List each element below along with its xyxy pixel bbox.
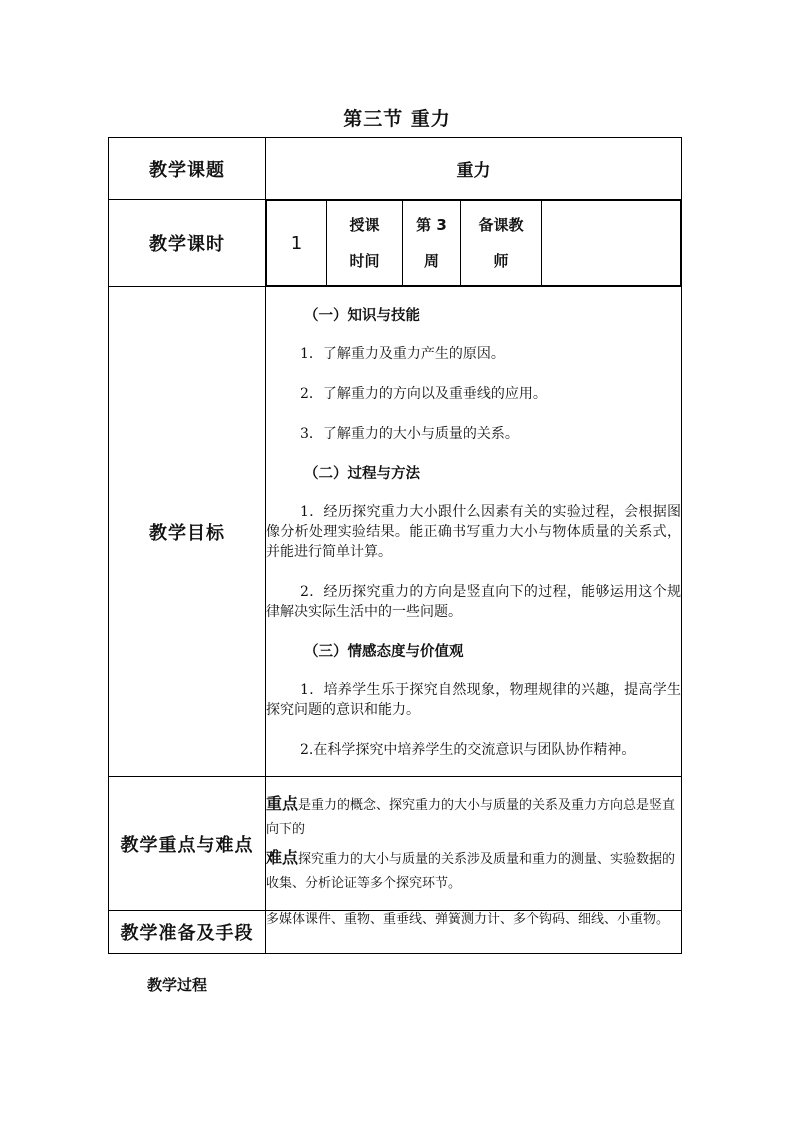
difficult-point [266, 846, 681, 896]
week-line-1: 第 3 [416, 216, 447, 234]
objective-emotion-2: 2.在科学探究中培养学生的交流意识与团队协作精神。 [300, 741, 636, 758]
objective-process-2: 2．经历探究重力的方向是竖直向下的过程，能够运用这个规律解决实际生活中的一些问题。 [266, 583, 681, 620]
objective-knowledge-2: 2．了解重力的方向以及重垂线的应用。 [300, 385, 547, 402]
prep-content: 多媒体课件、重物、重垂线、弹簧测力计、多个钩码、细线、小重物。 [266, 911, 682, 954]
objectives-heading-3: （三）情感态度与价值观 [304, 642, 464, 660]
objectives-heading-1: （一）知识与技能 [304, 306, 420, 324]
lesson-plan-table [108, 137, 682, 954]
objective-knowledge-1: 1．了解重力及重力产生的原因。 [300, 345, 505, 362]
objectives-label: 教学目标 [109, 287, 266, 777]
objectives-content [266, 287, 682, 777]
time-label-1: 授课 [349, 216, 380, 234]
row-objectives [109, 287, 682, 777]
page-title: 第三节 重力 [343, 108, 451, 130]
teaching-process-heading: 教学过程 [147, 976, 208, 994]
week-line-2: 周 [423, 252, 439, 270]
time-label [327, 201, 403, 286]
topic-label: 教学课题 [109, 138, 266, 200]
key-point-label: 重点 [266, 793, 299, 813]
row-keypoints [109, 777, 682, 911]
objective-knowledge-3: 3．了解重力的大小与质量的关系。 [300, 425, 519, 442]
objective-emotion-1: 1．培养学生乐于探究自然现象，物理规律的兴趣，提高学生探究问题的意识和能力。 [266, 681, 681, 718]
week-value [403, 201, 461, 286]
time-label-2: 时间 [349, 252, 380, 270]
keypoints-label: 教学重点与难点 [109, 777, 266, 911]
objectives-heading-2: （二）过程与方法 [304, 464, 420, 482]
teacher-label [461, 201, 542, 286]
row-hours [109, 200, 682, 287]
hours-cell [266, 200, 682, 287]
row-topic [109, 138, 682, 200]
key-point [266, 792, 681, 842]
row-prep [109, 911, 682, 954]
teacher-label-1: 备课教 [478, 216, 524, 234]
teacher-value [542, 201, 681, 286]
hours-value: 1 [267, 201, 327, 286]
topic-value: 重力 [266, 138, 682, 200]
objective-process-1: 1．经历探究重力大小跟什么因素有关的实验过程，会根据图像分析处理实验结果。能正确书写重力大小与物体质量的关系式，并能进行简单计算。 [266, 503, 681, 560]
keypoints-content [266, 777, 682, 911]
difficult-point-text: 探究重力的大小与质量的关系涉及质量和重力的测量、实验数据的收集、分析论证等多个探究环节。 [266, 851, 676, 891]
difficult-point-label: 难点 [266, 847, 299, 867]
teacher-label-2: 师 [493, 252, 509, 270]
key-point-text: 是重力的概念、探究重力的大小与质量的关系及重力方向总是竖直向下的 [266, 797, 676, 837]
hours-label: 教学课时 [109, 200, 266, 287]
hours-inner-table [266, 200, 681, 286]
prep-label: 教学准备及手段 [109, 911, 266, 954]
